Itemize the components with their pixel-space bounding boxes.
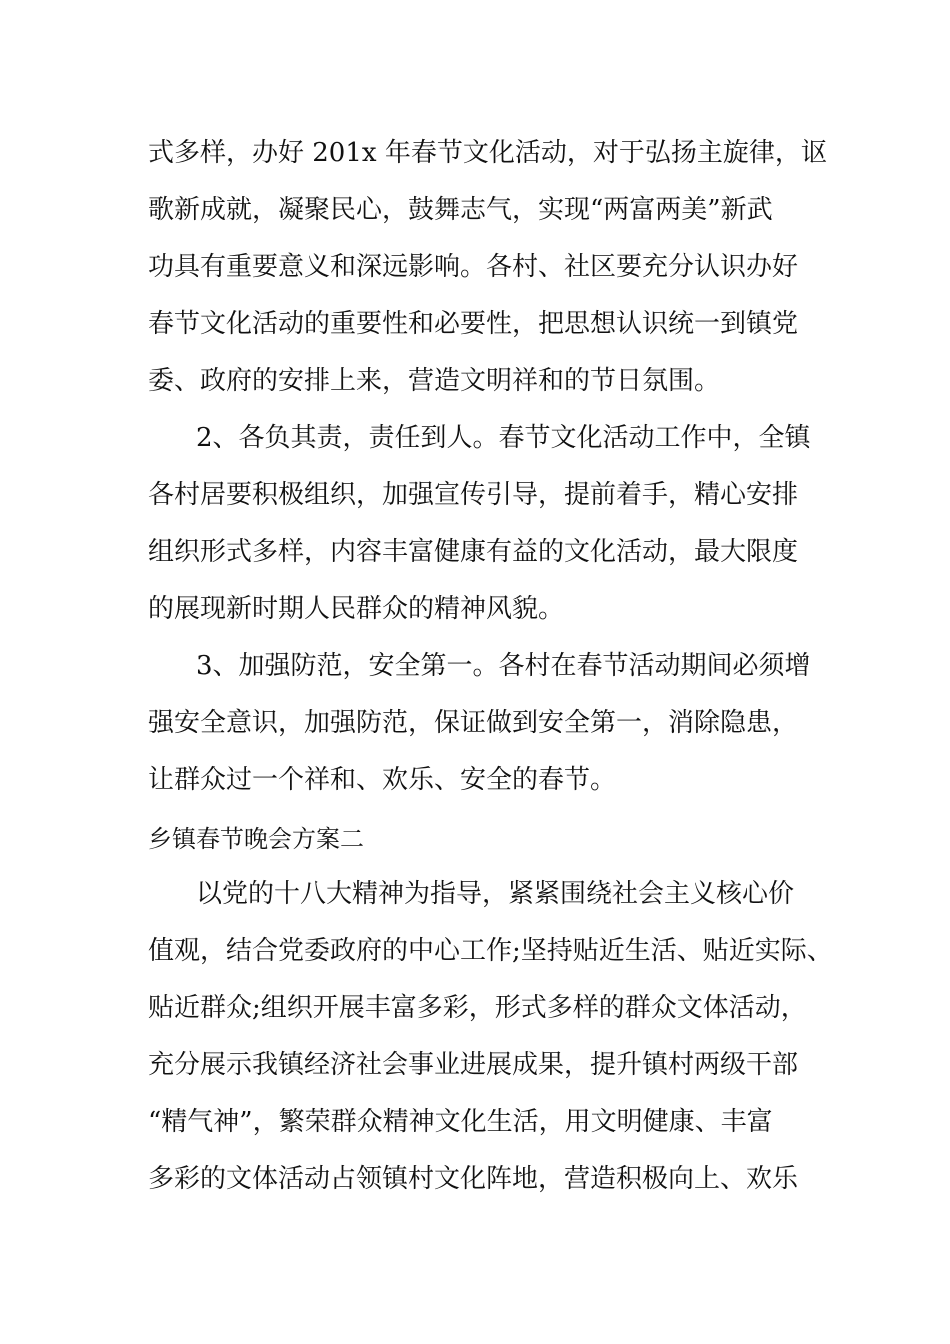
- text-line: 强安全意识，加强防范，保证做到安全第一，消除隐患，: [148, 708, 799, 738]
- text-line: 以党的十八大精神为指导，紧紧围绕社会主义核心价: [196, 879, 795, 909]
- text-line: 多彩的文体活动占领镇村文化阵地，营造积极向上、欢乐: [148, 1164, 799, 1194]
- text-line: 式多样，办好 201x 年春节文化活动，对于弘扬主旋律，讴: [148, 138, 827, 168]
- text-line: 春节文化活动的重要性和必要性，把思想认识统一到镇党: [148, 309, 799, 339]
- text-line: 的展现新时期人民群众的精神风貌。: [148, 594, 565, 624]
- text-line: 组织形式多样，内容丰富健康有益的文化活动，最大限度: [148, 537, 799, 567]
- text-line: 各村居要积极组织，加强宣传引导，提前着手，精心安排: [148, 480, 799, 510]
- section-heading: 乡镇春节晚会方案二: [148, 825, 364, 853]
- text-line: 歌新成就，凝聚民心，鼓舞志气，实现“两富两美”新武: [148, 195, 773, 225]
- text-line: 充分展示我镇经济社会事业进展成果，提升镇村两级干部: [148, 1050, 799, 1080]
- text-line: 2、各负其责，责任到人。春节文化活动工作中，全镇: [196, 423, 811, 453]
- text-line: 贴近群众;组织开展丰富多彩，形式多样的群众文体活动，: [148, 993, 807, 1023]
- text-line: 3、加强防范，安全第一。各村在春节活动期间必须增: [196, 651, 811, 681]
- text-line: “精气神”，繁荣群众精神文化生活，用文明健康、丰富: [148, 1107, 773, 1137]
- text-line: 值观，结合党委政府的中心工作;坚持贴近生活、贴近实际、: [148, 936, 833, 966]
- text-line: 功具有重要意义和深远影响。各村、社区要充分认识办好: [148, 252, 799, 282]
- text-line: 委、政府的安排上来，营造文明祥和的节日氛围。: [148, 366, 721, 396]
- text-line: 让群众过一个祥和、欢乐、安全的春节。: [148, 765, 617, 795]
